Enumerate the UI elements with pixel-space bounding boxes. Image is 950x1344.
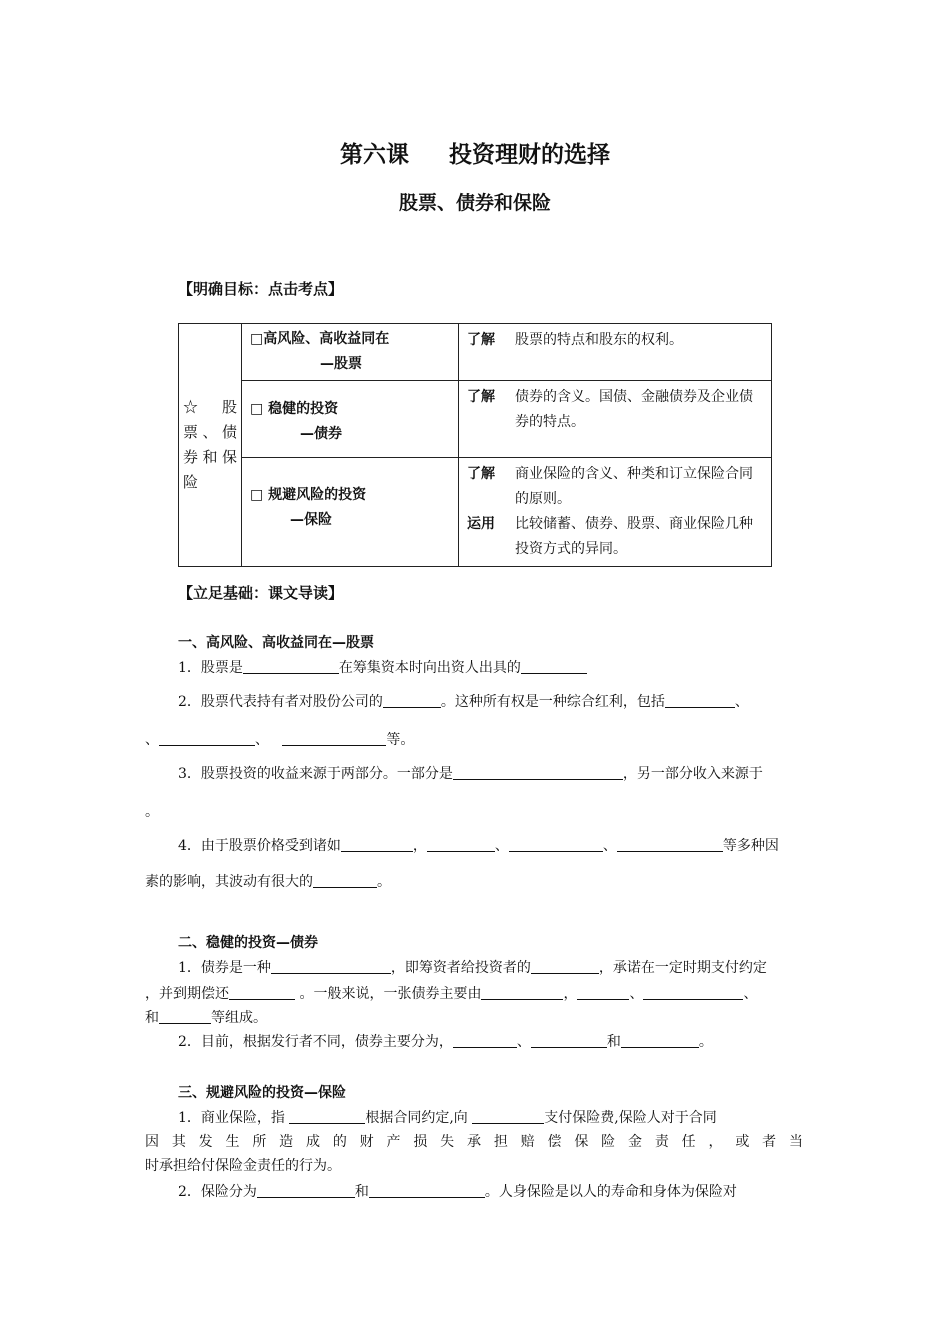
section-title: 一、高风险、高收益同在—股票 — [178, 635, 374, 651]
answer-blank[interactable] — [481, 983, 563, 1000]
section-title: 三、规避风险的投资—保险 — [178, 1085, 346, 1101]
answer-blank[interactable] — [427, 835, 495, 852]
answer-blank[interactable] — [521, 657, 587, 674]
question-paragraph: 、 、 等。 — [145, 728, 805, 752]
question-paragraph: 1．股票是 在筹集资本时向出资人出具的 — [178, 656, 838, 680]
answer-blank[interactable] — [617, 835, 723, 852]
question-paragraph: 因其发生所造成的财产损失承担赔偿保险金责任，或者当 — [145, 1134, 805, 1150]
answer-blank[interactable] — [282, 729, 386, 746]
question-paragraph: 2．目前，根据发行者不同，债券主要分为， 、 和 。 — [178, 1030, 838, 1054]
answer-blank[interactable] — [313, 871, 377, 888]
answer-blank[interactable] — [383, 691, 441, 708]
question-paragraph: 1．商业保险，指 根据合同约定,向 支付保险费,保险人对于合同 — [178, 1106, 838, 1130]
answer-blank[interactable] — [341, 835, 413, 852]
objectives-heading: 【明确目标：点击考点】 — [178, 280, 344, 298]
table-row — [179, 381, 772, 458]
answer-blank[interactable] — [665, 691, 735, 708]
answer-blank[interactable] — [472, 1107, 544, 1124]
answer-blank[interactable] — [577, 983, 629, 1000]
requirement-cell: 了解 债券的含义。国债、金融债券及企业债券的特点。 — [459, 381, 772, 458]
lesson-title: 投资理财的选择 — [449, 142, 610, 168]
section-title: 二、稳健的投资—债券 — [178, 935, 318, 951]
answer-blank[interactable] — [289, 1107, 365, 1124]
question-paragraph: 4．由于股票价格受到诸如 ， 、 、 等多种因 — [178, 834, 838, 858]
question-paragraph: 1．债券是一种 ，即筹资者给投资者的 ，承诺在一定时期支付约定 — [178, 956, 838, 980]
answer-blank[interactable] — [453, 763, 623, 780]
objectives-table — [178, 323, 772, 567]
topic-cell: □ 稳健的投资 —债券 — [242, 381, 459, 458]
requirement-cell: 了解 股票的特点和股东的权利。 — [459, 324, 772, 381]
requirement-cell: 了解 商业保险的含义、种类和订立保险合同的原则。 运用 比较储蓄、债券、股票、商业保险几种投资方式的异同。 — [459, 458, 772, 567]
answer-blank[interactable] — [509, 835, 603, 852]
answer-blank[interactable] — [369, 1181, 485, 1198]
page-title — [0, 136, 950, 169]
question-paragraph: 2．保险分为 和 。人身保险是以人的寿命和身体为保险对 — [178, 1180, 838, 1204]
answer-blank[interactable] — [531, 1031, 607, 1048]
level-label: 了解 — [467, 466, 495, 482]
answer-blank[interactable] — [271, 957, 391, 974]
category-cell: ☆股票、债券和保险 — [179, 324, 242, 567]
answer-blank[interactable] — [257, 1181, 355, 1198]
question-paragraph: 。 — [145, 804, 159, 820]
answer-blank[interactable] — [643, 983, 743, 1000]
question-paragraph: ，并到期偿还 。一般来说，一张债券主要由 ， 、 、 — [145, 982, 805, 1006]
level-label: 了解 — [467, 389, 495, 405]
topic-cell: □ 规避风险的投资 —保险 — [242, 458, 459, 567]
question-paragraph: 素的影响，其波动有很大的 。 — [145, 870, 805, 894]
table-row — [179, 324, 772, 381]
answer-blank[interactable] — [159, 1007, 211, 1024]
question-paragraph: 时承担给付保险金责任的行为。 — [145, 1158, 341, 1174]
level-label: 运用 — [467, 516, 495, 532]
question-paragraph: 3．股票投资的收益来源于两部分。一部分是 ，另一部分收入来源于 — [178, 762, 838, 786]
lesson-number: 第六课 — [340, 142, 409, 168]
answer-blank[interactable] — [453, 1031, 517, 1048]
basics-heading: 【立足基础：课文导读】 — [178, 584, 344, 602]
answer-blank[interactable] — [621, 1031, 699, 1048]
level-label: 了解 — [467, 332, 495, 348]
answer-blank[interactable] — [531, 957, 599, 974]
question-paragraph: 和 等组成。 — [145, 1006, 805, 1030]
question-paragraph: 2．股票代表持有者对股份公司的 。这种所有权是一种综合红利，包括 、 — [178, 690, 838, 714]
page-subtitle: 股票、债券和保险 — [398, 192, 551, 214]
answer-blank[interactable] — [159, 729, 255, 746]
topic-cell: □高风险、高收益同在 —股票 — [242, 324, 459, 381]
table-row — [179, 458, 772, 567]
answer-blank[interactable] — [229, 983, 295, 1000]
answer-blank[interactable] — [243, 657, 339, 674]
